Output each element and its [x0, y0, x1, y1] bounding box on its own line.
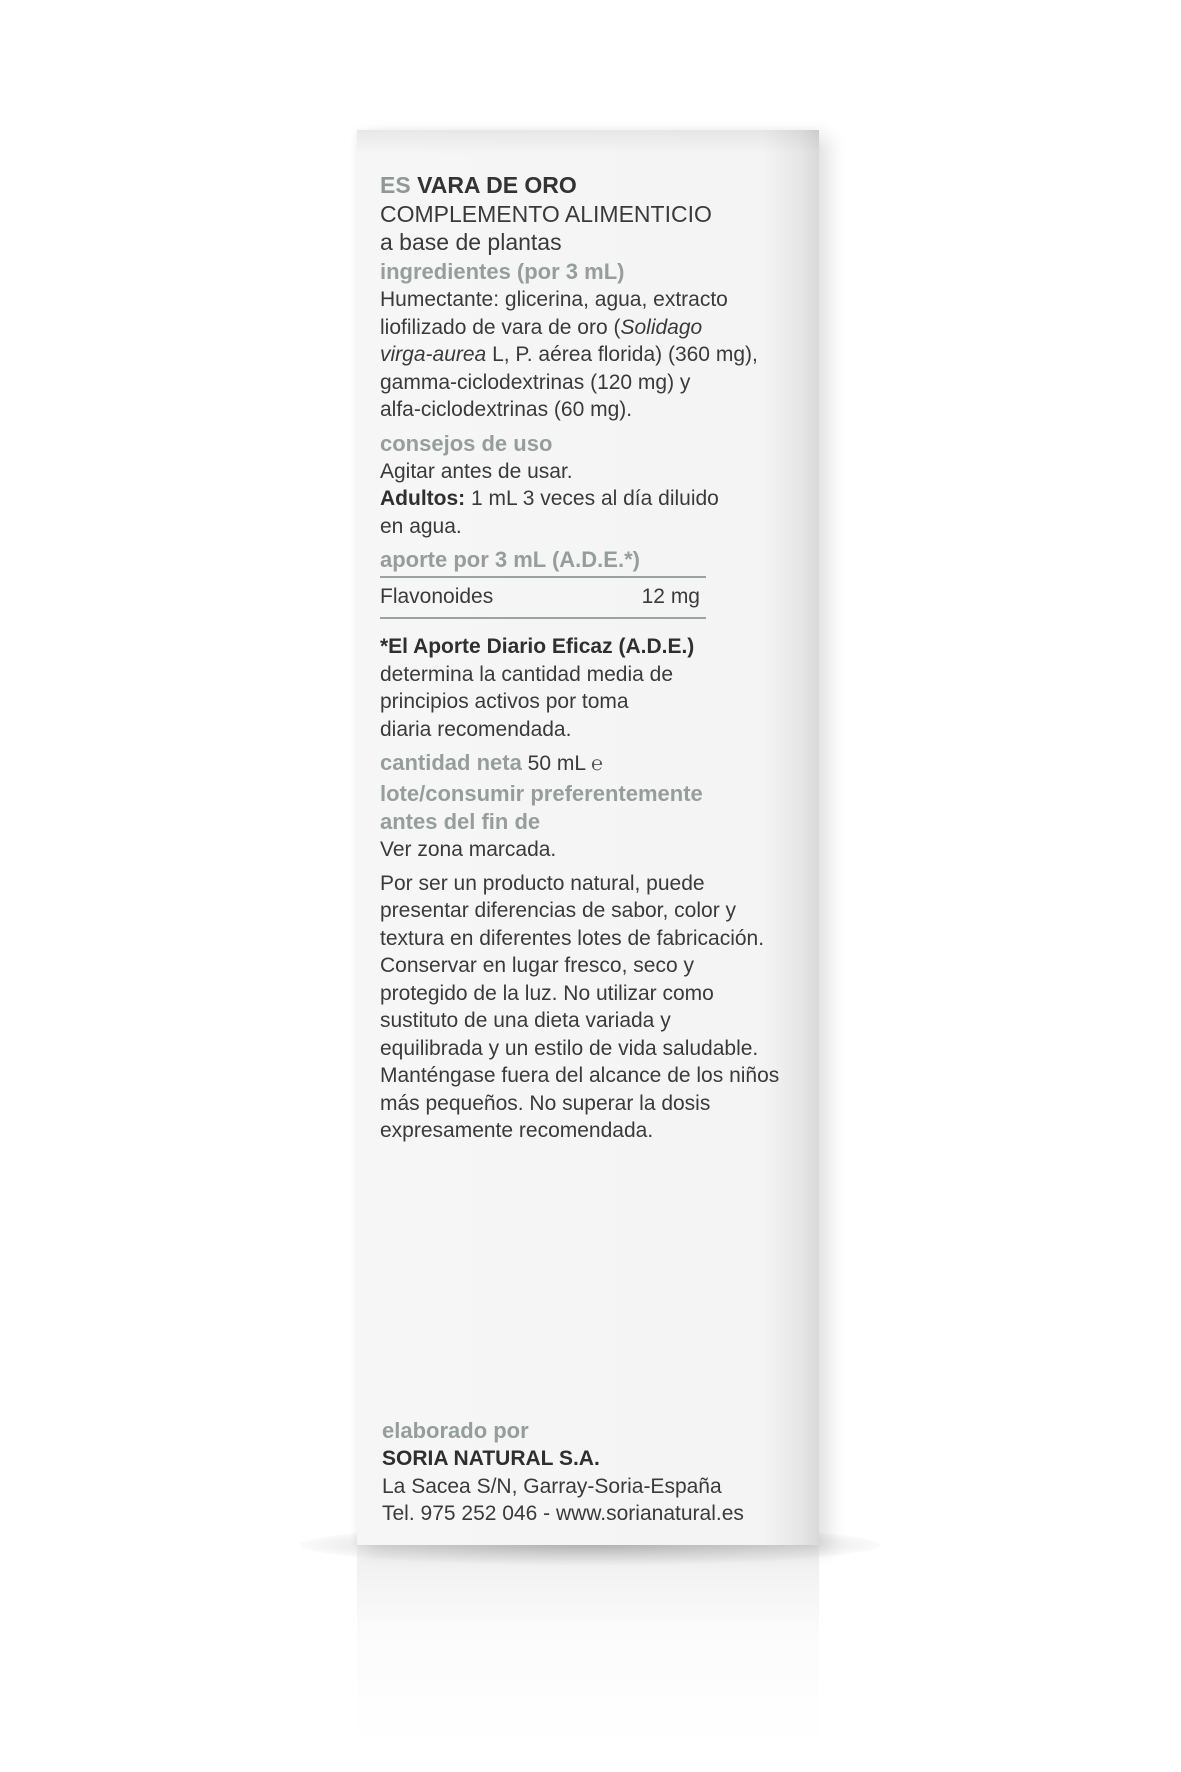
- warning-line: sustituto de una dieta variada y: [380, 1009, 671, 1032]
- net-quantity-value: 50 mL: [521, 752, 592, 775]
- warning-line: textura en diferentes lotes de fabricación.: [380, 926, 765, 950]
- language-code: ES: [380, 172, 411, 198]
- usage-line: Agitar antes de usar.: [380, 459, 573, 483]
- category-line-1: COMPLEMENTO ALIMENTICIO: [380, 201, 712, 227]
- warnings-block: [380, 870, 800, 1145]
- nutrient-name: Flavonoides: [380, 585, 494, 608]
- ingredients-list: [380, 286, 800, 424]
- lot-heading: antes del fin de: [380, 809, 541, 834]
- botanical-name: Solidago: [620, 315, 703, 339]
- manufacturer-address: La Sacea S/N, Garray-Soria-España: [382, 1474, 722, 1498]
- warning-line: expresamente recomendada.: [380, 1119, 654, 1142]
- botanical-name: virga-aurea: [380, 343, 487, 366]
- net-quantity-label: cantidad neta: [380, 750, 522, 775]
- adults-dosage: 1 mL 3 veces al día diluido: [465, 487, 719, 510]
- manufacturer-name: SORIA NATURAL S.A.: [382, 1447, 600, 1470]
- ingredients-line: Humectante: glicerina, agua, extracto: [380, 288, 728, 311]
- nutrition-table-row: [380, 576, 706, 619]
- ingredients-heading: ingredientes (por 3 mL): [380, 259, 625, 284]
- adults-label: Adultos:: [380, 487, 466, 510]
- warning-line: Manténgase fuera del alcance de los niños: [380, 1064, 780, 1087]
- usage-line: en agua.: [380, 514, 462, 538]
- nutrient-value: 12 mg: [641, 585, 700, 608]
- ade-note-line: diaria recomendada.: [380, 717, 572, 741]
- ingredients-line: [380, 341, 800, 369]
- ade-note-line: determina la cantidad media de: [380, 662, 674, 686]
- ingredients-line: alfa-ciclodextrinas (60 mg).: [380, 398, 633, 421]
- ade-note-line: principios activos por toma: [380, 690, 629, 713]
- warning-line: protegido de la luz. No utilizar como: [380, 981, 714, 1005]
- product-title: [380, 170, 800, 200]
- nutrition-heading: aporte por 3 mL (A.D.E.*): [380, 547, 640, 572]
- usage-adults-line: [380, 485, 800, 513]
- ingredients-text: liofilizado de vara de oro (: [380, 315, 621, 339]
- lot-heading: lote/consumir preferentemente: [380, 781, 703, 806]
- product-name: VARA DE ORO: [417, 172, 577, 198]
- warning-line: presentar diferencias de sabor, color y: [380, 899, 737, 922]
- ingredients-text: L, P. aérea florida) (360 mg),: [486, 343, 758, 366]
- label-content: [380, 170, 800, 1145]
- category-line-2: a base de plantas: [380, 229, 562, 255]
- estimated-sign-icon: ℮: [591, 753, 604, 775]
- lot-text: Ver zona marcada.: [380, 838, 557, 861]
- ingredients-line: gamma-ciclodextrinas (120 mg) y: [380, 370, 691, 394]
- ingredients-line: [380, 314, 800, 342]
- box-reflection: [357, 1545, 819, 1745]
- net-quantity: [380, 749, 800, 780]
- warning-line: Por ser un producto natural, puede: [380, 871, 705, 895]
- manufacturer-heading: elaborado por: [382, 1418, 529, 1443]
- warning-line: más pequeños. No superar la dosis: [380, 1091, 711, 1115]
- manufacturer-contact: Tel. 975 252 046 - www.sorianatural.es: [382, 1502, 744, 1525]
- product-box-side-panel: [357, 130, 819, 1545]
- warning-line: equilibrada y un estilo de vida saludable.: [380, 1036, 759, 1060]
- usage-heading: consejos de uso: [380, 430, 553, 456]
- warning-line: Conservar en lugar fresco, seco y: [380, 954, 694, 977]
- manufacturer-block: [382, 1417, 802, 1528]
- ade-note-title: *El Aporte Diario Eficaz (A.D.E.): [380, 635, 695, 658]
